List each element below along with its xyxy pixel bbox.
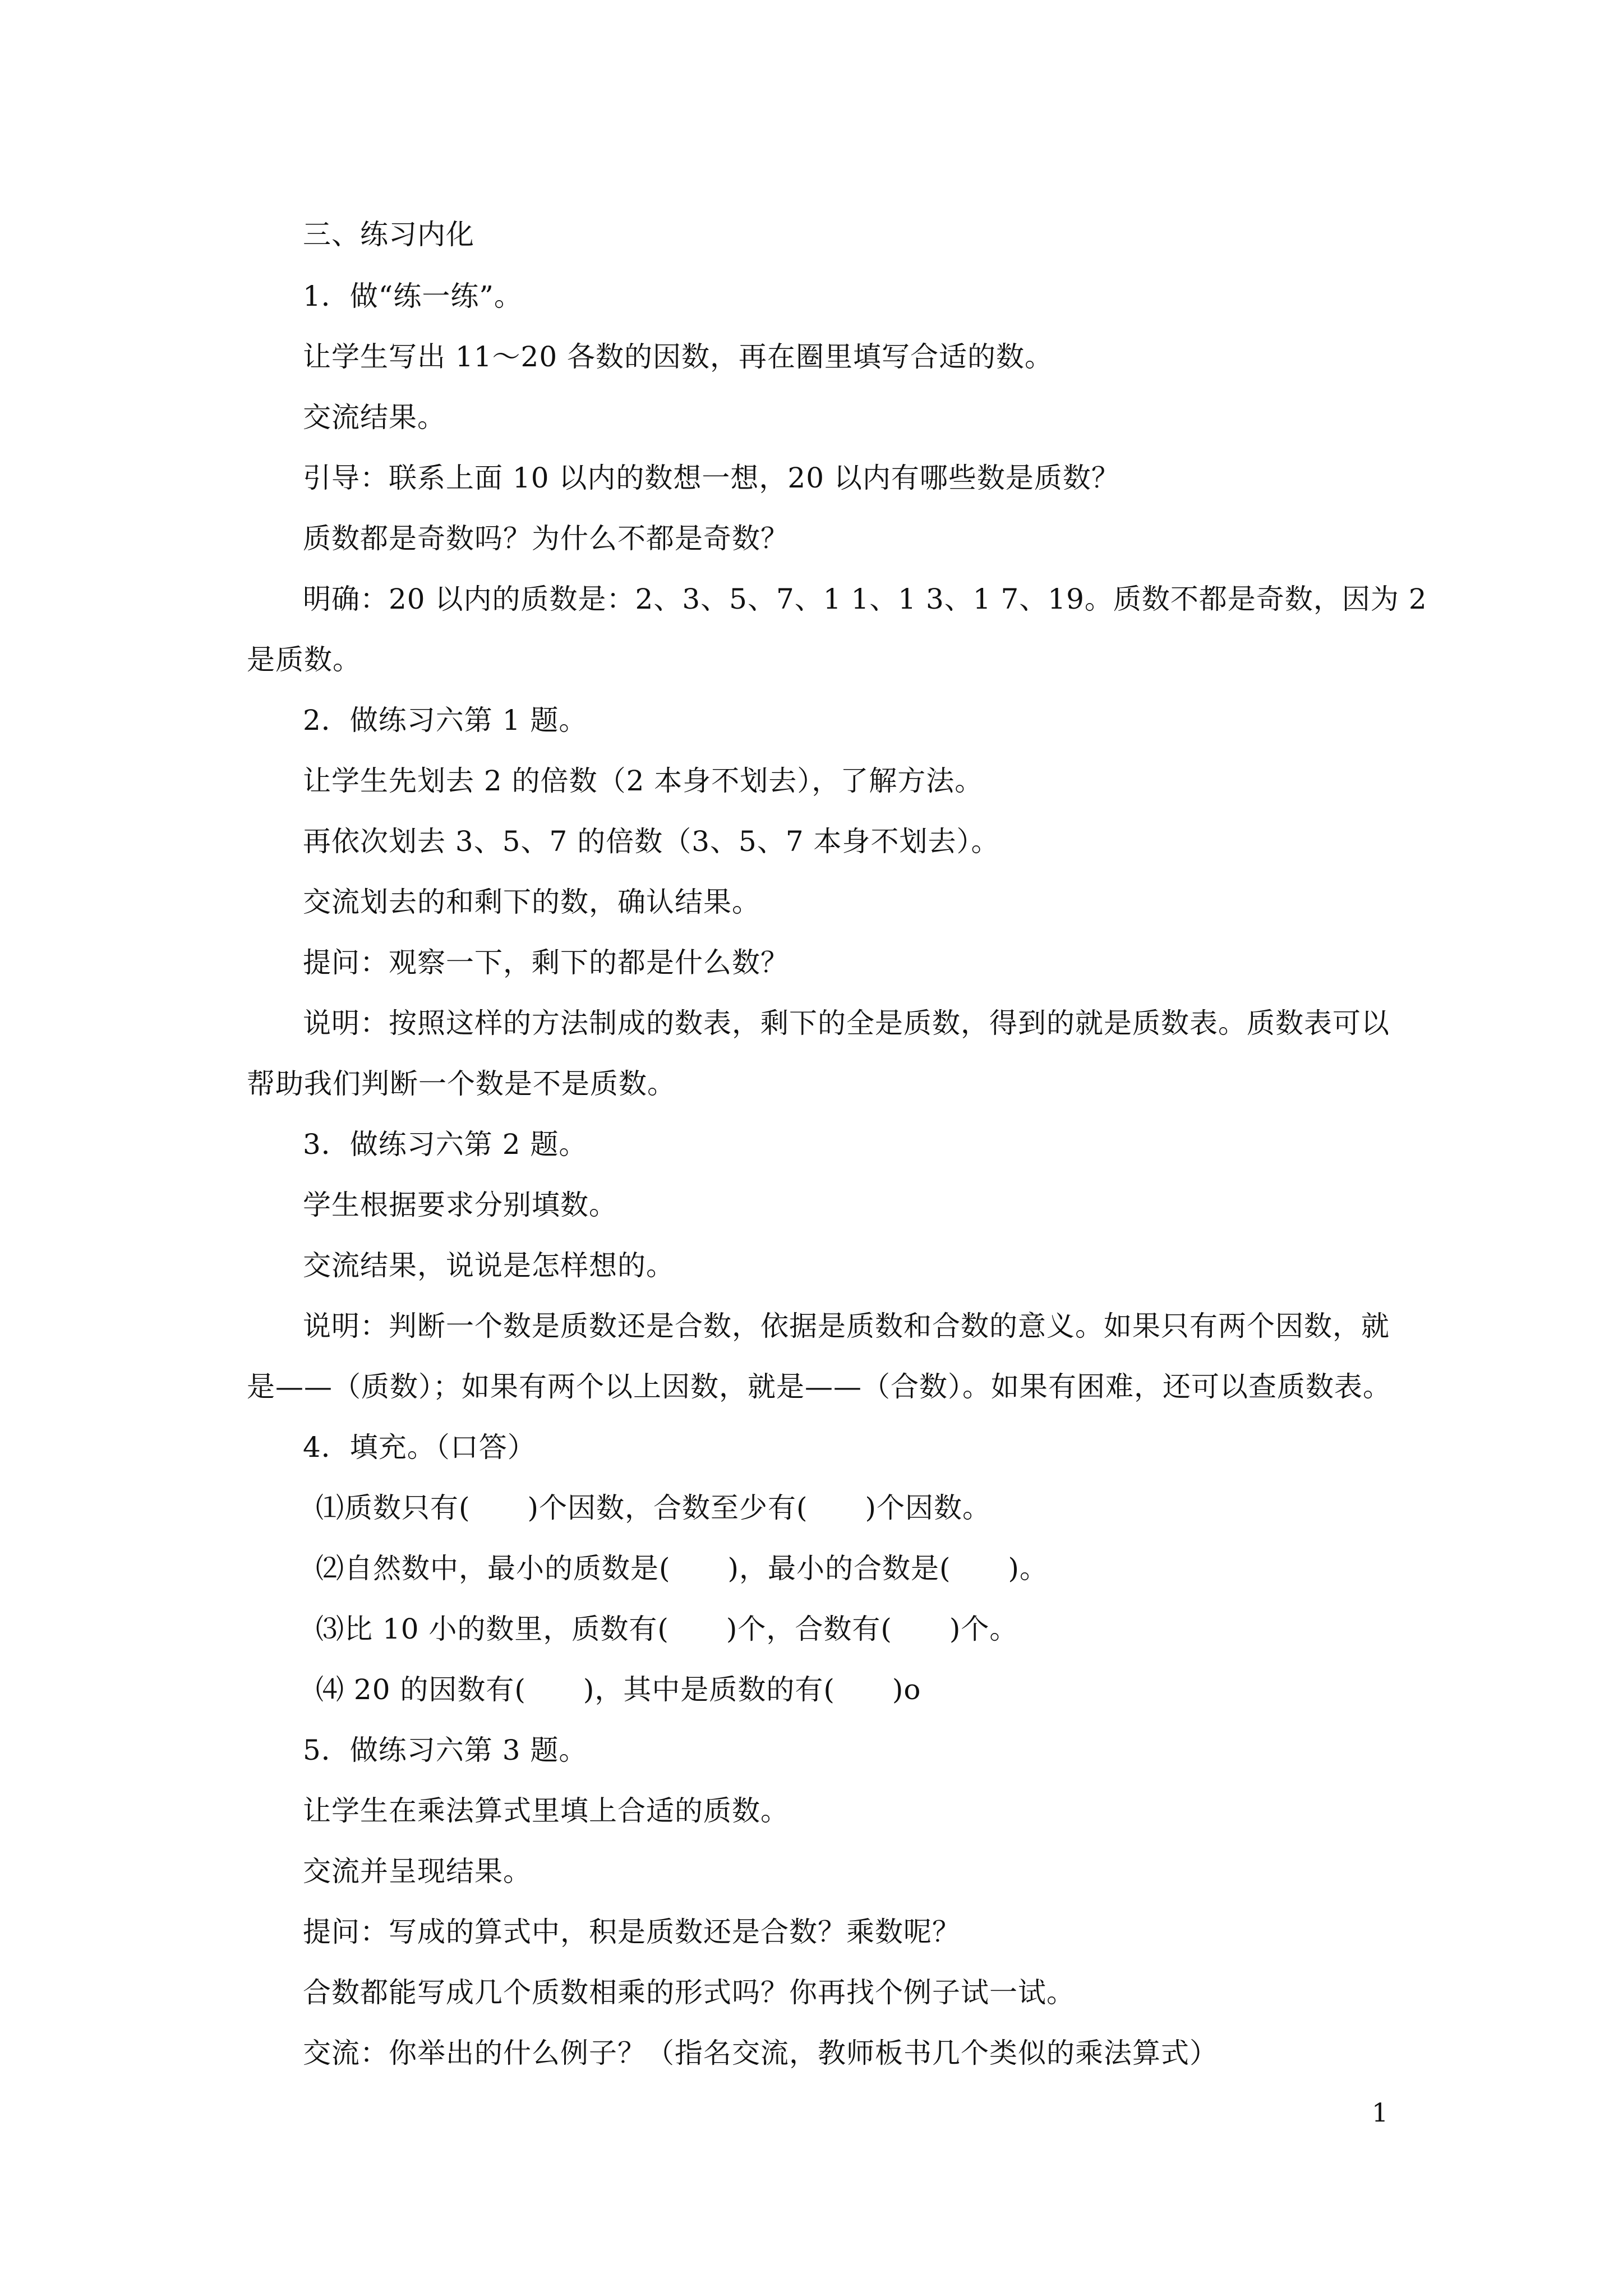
- fill-in-question: ⑵自然数中，最小的质数是( )，最小的合数是( )。: [316, 1552, 1049, 1585]
- paragraph-line: 质数都是奇数吗？为什么不都是奇数？: [303, 522, 789, 555]
- paragraph-line: 是质数。: [247, 643, 361, 676]
- paragraph-line: 说明：按照这样的方法制成的数表，剩下的全是质数，得到的就是质数表。质数表可以: [303, 1007, 1390, 1039]
- paragraph-line: 说明：判断一个数是质数还是合数，依据是质数和合数的意义。如果只有两个因数，就: [303, 1310, 1390, 1342]
- fill-in-question: ⑶比 10 小的数里，质数有( )个，合数有( )个。: [316, 1613, 1018, 1645]
- paragraph-line: 合数都能写成几个质数相乘的形式吗？你再找个例子试一试。: [303, 1976, 1075, 2009]
- paragraph-line: 交流结果，说说是怎样想的。: [303, 1249, 675, 1282]
- paragraph-line: 明确：20 以内的质数是：2、3、5、7、1 1、1 3、1 7、19。质数不都是奇数，因为 2: [303, 583, 1427, 615]
- paragraph-line: 让学生先划去 2 的倍数（2 本身不划去），了解方法。: [303, 765, 984, 797]
- item-heading-2: 2．做练习六第 1 题。: [303, 704, 588, 737]
- fill-in-question: ⑷ 20 的因数有( )，其中是质数的有( )o: [316, 1673, 921, 1706]
- paragraph-line: 让学生在乘法算式里填上合适的质数。: [303, 1795, 789, 1827]
- section-heading: 三、练习内化: [303, 218, 474, 251]
- paragraph-line: 提问：写成的算式中，积是质数还是合数？乘数呢？: [303, 1916, 961, 1948]
- item-heading-3: 3．做练习六第 2 题。: [303, 1128, 588, 1161]
- paragraph-line: 提问：观察一下，剩下的都是什么数？: [303, 946, 789, 979]
- paragraph-line: 再依次划去 3、5、7 的倍数（3、5、7 本身不划去）。: [303, 825, 1000, 858]
- paragraph-line: 交流并呈现结果。: [303, 1855, 532, 1888]
- item-heading-4: 4．填充。（口答）: [303, 1431, 536, 1464]
- paragraph-line: 学生根据要求分别填数。: [303, 1189, 617, 1221]
- paragraph-line: 让学生写出 11～20 各数的因数，再在圈里填写合适的数。: [303, 341, 1054, 373]
- item-heading-5: 5．做练习六第 3 题。: [303, 1734, 588, 1766]
- paragraph-line: 是——（质数）；如果有两个以上因数，就是——（合数）。如果有困难，还可以查质数表。: [247, 1370, 1391, 1403]
- paragraph-line: 交流划去的和剩下的数，确认结果。: [303, 886, 760, 918]
- item-heading-1: 1．做“练一练”。: [303, 280, 523, 312]
- fill-in-question: ⑴质数只有( )个因数，合数至少有( )个因数。: [316, 1492, 992, 1524]
- page-number: 1: [1372, 2097, 1389, 2128]
- paragraph-line: 交流：你举出的什么例子？（指名交流，教师板书几个类似的乘法算式）: [303, 2037, 1218, 2069]
- paragraph-line: 帮助我们判断一个数是不是质数。: [247, 1068, 676, 1100]
- paragraph-line: 引导：联系上面 10 以内的数想一想，20 以内有哪些数是质数？: [303, 462, 1120, 494]
- paragraph-line: 交流结果。: [303, 401, 446, 434]
